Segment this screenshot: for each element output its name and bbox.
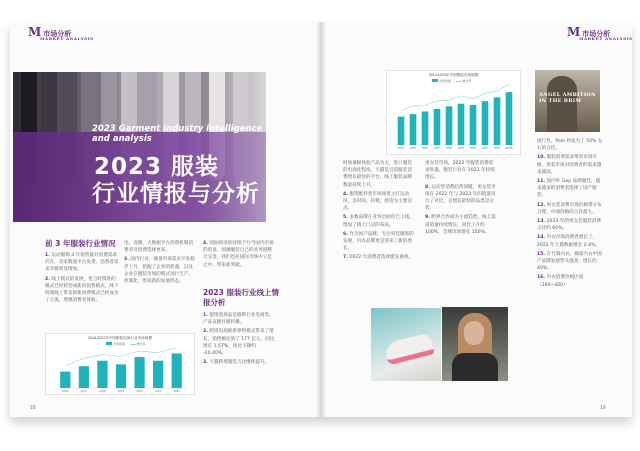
- paragraph: 3. 国内行业，储备市场需求开发稳步上升，把握了企业的机遇，以及企业在服装市场的模式进行生产、机制化，形成新的发展形态。: [124, 257, 195, 285]
- market-size-chart: [386, 70, 521, 155]
- paragraph: 6. 作为国产品牌，专注男装服饰的发展，内衣品牌更是迎来了新的增长。: [343, 231, 414, 252]
- market-chart-svg: [387, 71, 522, 156]
- x-tick-label: 2022: [493, 146, 501, 150]
- model-figure: [547, 76, 577, 132]
- sneaker-photo: [371, 308, 441, 381]
- paragraph: 12. 男女装消费市场价格带分布合理，中端价格段占比最大。: [537, 202, 602, 215]
- model-coat: [452, 353, 498, 381]
- paragraph: 8. 运动型消费趋势回暖，男女装市场在 2022 年与 2023 年的销量进行了对比，且增长最快的品类是女装。: [425, 184, 496, 212]
- chart-bar: [506, 92, 513, 145]
- paragraph: 2. 线上模式的发展，也与时俱进的模式已经转型成新的销售模式，线下终端线上带来的新消费模式已经成为了主流，增强消费者体验。: [45, 276, 119, 304]
- paragraph: 13. 2023 年的男女装服装消费占比约 60%。: [537, 219, 602, 232]
- chart-bar: [470, 105, 477, 145]
- chart-bar: [398, 117, 405, 145]
- paragraph: 电、直播、大数据平台消费机制消费者对消费选择更多。: [124, 241, 193, 254]
- chart-bar: [172, 353, 182, 388]
- x-tick-label: 2018: [445, 146, 453, 150]
- section-title-online-analysis: 2023 服装行业线上情报分析: [203, 288, 279, 307]
- left-column-3: [203, 240, 275, 271]
- online-analysis-text: [203, 312, 275, 368]
- x-tick-label: 2018: [99, 389, 106, 393]
- ecommerce-chart-svg: [46, 334, 196, 396]
- paragraph: 10. 服装消费需求带动市场升级，男装市场对消费者的需求越来越高。: [537, 155, 602, 175]
- magazine-cover-photo: [535, 70, 600, 132]
- x-tick-label: 2021: [481, 146, 489, 150]
- x-tick-label: 2017: [433, 146, 441, 150]
- brand-mark: M: [567, 25, 581, 39]
- chart-bar: [60, 372, 70, 388]
- chart-bar: [116, 364, 126, 388]
- hero-title-chinese-line2: 行业情报与分析: [92, 181, 260, 207]
- paragraph: 时尚兼顾体验产品为主，进口服装的电商化程度，天猫是目前服装消费增长最快的平台，线上服装品牌数量持续上升。: [343, 161, 412, 188]
- right-column-1: [343, 160, 415, 264]
- x-tick-label: 2017: [80, 389, 87, 393]
- brand-name: 市场分析: [582, 29, 611, 38]
- paragraph: 11. 国内外 Gap 品牌服装，越来越多的消费者选择了国产服装。: [537, 179, 601, 199]
- x-tick-label: 2014: [397, 146, 405, 150]
- section-title-industry-overview: 前 3 年服装行业情况: [45, 239, 116, 248]
- brand-subtitle: MARKET ANALYSIS: [40, 36, 94, 41]
- model-face: [464, 321, 484, 345]
- chart-title: 2016-2022年中国服装电商行业市场规模: [88, 336, 152, 340]
- chart-bar: [434, 109, 441, 145]
- paragraph: 5. 多数品牌在业务层面均已上线，增加了线上门店的布局。: [343, 215, 414, 228]
- ecommerce-market-chart: [45, 333, 195, 395]
- chart-bar: [494, 97, 501, 145]
- left-column-2: [124, 240, 196, 287]
- fashion-model-photo: [442, 307, 508, 381]
- paragraph: 4. 服饰配件类市场场景主打运动风，以时尚、轻便、舒适为主要卖点。: [343, 191, 412, 212]
- hero-title-chinese-line1: 2023 服装: [94, 154, 220, 180]
- chart-bar: [458, 104, 465, 145]
- brand-subtitle: MARKET ANALYSIS: [579, 36, 633, 41]
- x-tick-label: 2021: [155, 389, 162, 393]
- paragraph: 男女装市场，2022 年服装消费需求旺盛，服装行业在 2023 年持续增长。: [425, 161, 495, 181]
- paragraph: 流行色，Polo 衫成为了 50% 左右的占比。: [537, 139, 603, 152]
- x-tick-label: 2015: [409, 146, 417, 150]
- sneaker: [383, 333, 435, 366]
- growth-rate-line: [401, 84, 509, 110]
- magazine-cover-text: ANGEL AMBITION IN THE BRIM: [539, 92, 596, 104]
- x-tick-label: 2016: [62, 389, 69, 393]
- right-column-3: [537, 138, 603, 291]
- chart-bar: [410, 114, 417, 145]
- brand-logo-right: [567, 25, 633, 41]
- page-gutter: [316, 22, 326, 417]
- chart-bar: [153, 361, 163, 388]
- hero-title-english: 2023 Garment industry intelligence and analysis: [92, 124, 263, 144]
- brand-logo-left: [28, 25, 94, 41]
- x-tick-label: 2023E: [504, 146, 514, 150]
- x-tick-label: 2019: [117, 389, 125, 393]
- paragraph: 1. 服饰类商品是服饰行业电商类，产品直播社媒传播。: [203, 313, 274, 326]
- page-number-left: 18: [30, 405, 36, 411]
- chart-bar: [134, 357, 144, 388]
- chart-bar: [446, 106, 453, 145]
- page-number-right: 19: [600, 405, 606, 411]
- paragraph: 3. 天猫跨境服装占比继续提升。: [203, 360, 270, 366]
- paragraph: 14. 内衣市场消费者增长了，2022 年天猫数据增长 2.4%。: [537, 235, 601, 248]
- x-tick-label: 2016: [421, 146, 429, 150]
- x-tick-label: 2022: [173, 389, 180, 393]
- left-column-1: [45, 252, 120, 306]
- legend-entry: 市场规模: [438, 79, 451, 83]
- chart-bar: [422, 111, 429, 145]
- paragraph: 2. 跨境电商被新零售模式带来了增长，销售额达到了 177 亿元，同比增长 1.57%，同比下降约 -20.40%。: [203, 329, 275, 357]
- right-column-2: [425, 160, 497, 238]
- legend-entry: 市场规模: [112, 342, 125, 346]
- chart-bar: [79, 366, 89, 388]
- chart-title: 2014-2023年中国服装市场规模: [428, 73, 479, 77]
- legend-entry: 增长率: [136, 342, 146, 346]
- paragraph: 7. 2022 年消费者选择愈发重视。: [343, 255, 414, 261]
- chart-bar: [482, 101, 489, 145]
- x-tick-label: 2020: [136, 389, 143, 393]
- paragraph: 4. 国际经济的持续下行当国内市场的贸易，国潮服装自己的业务链整合完善，我们也在国际市场中立足之中，带来新突破。: [203, 241, 274, 268]
- legend-entry: 增长率: [462, 79, 472, 83]
- paragraph: 9. 跨界合作成为主流趋势，线上渠道销量持续增长，同比上升约 100%，全域市场增长 150%。: [425, 215, 496, 235]
- paragraph: 1. 运动服饰 3 年销售量对消费需求仍在，卖家数量平台发货，消费者需求升级明显增加。: [45, 253, 119, 273]
- paragraph: 15. 在竹制内衣、棉质内衣中国产品牌发展势头强劲，增长约 40%。: [537, 251, 602, 272]
- chart-bar: [97, 361, 107, 388]
- x-tick-label: 2020: [469, 146, 477, 150]
- brand-name: 市场分析: [43, 29, 72, 38]
- brand-mark: M: [28, 25, 42, 39]
- x-tick-label: 2019: [457, 146, 465, 150]
- paragraph: 16. 内衣消费价格区间（100~400）: [537, 275, 584, 288]
